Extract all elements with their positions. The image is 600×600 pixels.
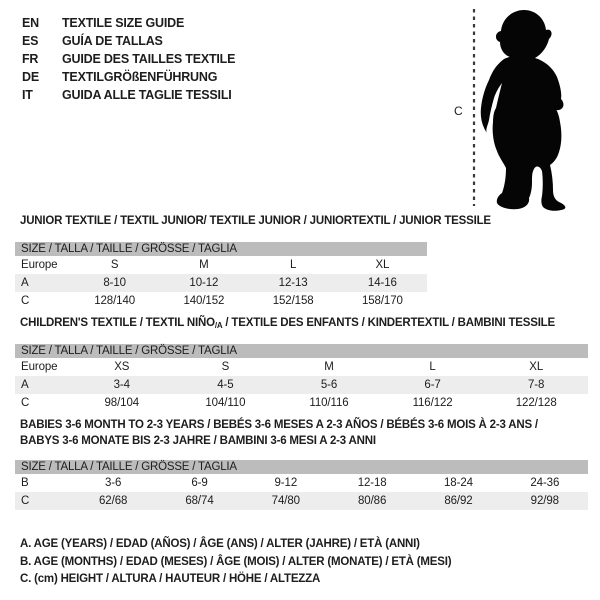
age-cell: 3-4 (70, 376, 174, 394)
babies-section-title-line1: BABIES 3-6 MONTH TO 2-3 YEARS / BEBÉS 3-6 MESES A 2-3 AÑOS / BÉBÉS 3-6 MOIS À 2-3 ANS / (20, 419, 538, 431)
size-cell: L (429, 361, 436, 373)
table-row (15, 274, 427, 292)
height-cell: 68/74 (156, 492, 242, 510)
size-cell: M (199, 259, 209, 271)
size-cell: L (289, 259, 297, 271)
row-label: C (21, 295, 30, 307)
age-cell: 18-24 (444, 477, 473, 489)
height-cell: 86/92 (415, 492, 501, 510)
row-label: Europe (21, 259, 58, 271)
list-item (22, 14, 235, 32)
footnote-age-years: A. AGE (YEARS) / EDAD (AÑOS) / ÂGE (ANS) / ALTER (JAHRE) / ETÀ (ANNI) (20, 538, 420, 550)
language-code: EN (22, 16, 39, 30)
age-cell: 24-36 (530, 477, 560, 489)
height-cell: 92/98 (502, 492, 588, 510)
height-cell: 80/86 (329, 492, 415, 510)
table-row (15, 492, 588, 510)
age-cell: 3-6 (105, 477, 122, 489)
babies-section-title-line2: BABYS 3-6 MONATE BIS 2-3 JAHRE / BAMBINI 3-6 MESI A 2-3 ANNI (20, 435, 376, 447)
children-title-suffix: / TEXTILE DES ENFANTS / KINDERTEXTIL / BAMBINI TESSILE (222, 317, 555, 329)
age-cell: 9-12 (274, 477, 298, 489)
height-cell: 104/110 (205, 397, 246, 409)
table-row (15, 256, 427, 274)
guide-title: GUIDE DES TAILLES TEXTILE (62, 52, 236, 66)
height-cell: 152/158 (272, 295, 314, 307)
row-label: B (21, 477, 29, 489)
age-cell: 10-12 (159, 274, 248, 292)
height-cell: 116/122 (412, 397, 453, 409)
size-cell: XL (529, 361, 544, 373)
age-cell: 5-6 (277, 376, 381, 394)
height-cell: 74/80 (243, 492, 329, 510)
row-label: A (15, 376, 70, 394)
size-cell: XL (375, 259, 390, 271)
size-cell: S (221, 361, 230, 373)
guide-title: TEXTILE SIZE GUIDE (62, 16, 185, 30)
footnote-height: C. (cm) HEIGHT / ALTURA / HAUTEUR / HÖHE / ALTEZZA (20, 573, 321, 585)
list-item (22, 32, 235, 50)
size-header-bar: SIZE / TALLA / TAILLE / GRÖSSE / TAGLIA (15, 460, 588, 474)
size-header-bar: SIZE / TALLA / TAILLE / GRÖSSE / TAGLIA (15, 344, 588, 358)
age-cell: 12-18 (357, 477, 387, 489)
table-row (15, 292, 427, 310)
guide-title: GUIDA ALLE TAGLIE TESSILI (62, 88, 232, 102)
height-cell: 140/152 (183, 295, 225, 307)
language-code: DE (22, 70, 39, 84)
age-cell: 6-7 (381, 376, 485, 394)
list-item (22, 50, 235, 68)
children-title-sub: /A (214, 321, 223, 330)
age-cell: 6-9 (191, 477, 208, 489)
height-cell: 122/128 (515, 397, 557, 409)
language-title-list (22, 14, 235, 104)
age-cell: 14-16 (338, 274, 427, 292)
size-cell: XS (114, 361, 130, 373)
row-label: A (15, 274, 70, 292)
row-label: C (21, 397, 30, 409)
age-cell: 12-13 (249, 274, 338, 292)
row-label: Europe (21, 361, 58, 373)
height-cell: 128/140 (94, 295, 136, 307)
children-section-title (20, 317, 555, 330)
language-code: ES (22, 34, 39, 48)
age-cell: 4-5 (174, 376, 278, 394)
junior-section-title: JUNIOR TEXTILE / TEXTIL JUNIOR/ TEXTILE JUNIOR / JUNIORTEXTIL / JUNIOR TESSILE (20, 215, 491, 227)
guide-title: GUÍA DE TALLAS (62, 34, 163, 48)
junior-size-table (15, 242, 427, 310)
baby-silhouette-shape (481, 10, 566, 211)
table-row (15, 474, 588, 492)
footnote-age-months: B. AGE (MONTHS) / EDAD (MESES) / ÂGE (MOIS) / ALTER (MONATE) / ETÀ (MESI) (20, 555, 452, 568)
legend-footnotes (20, 536, 451, 589)
height-cell: 98/104 (104, 397, 140, 409)
size-header-bar: SIZE / TALLA / TAILLE / GRÖSSE / TAGLIA (15, 242, 427, 256)
children-title-prefix: CHILDREN'S TEXTILE / TEXTIL NIÑO (20, 317, 215, 329)
baby-silhouette-icon (466, 4, 596, 212)
table-row (15, 358, 588, 376)
height-cell: 110/116 (309, 397, 349, 409)
table-row (15, 394, 588, 412)
babies-size-table (15, 460, 588, 510)
children-size-table (15, 344, 588, 412)
language-code: FR (22, 52, 39, 66)
age-cell: 8-10 (70, 274, 159, 292)
list-item (22, 86, 235, 104)
height-measure-label: C (454, 104, 463, 118)
table-row (15, 376, 588, 394)
language-code: IT (22, 88, 33, 102)
size-cell: S (110, 259, 119, 271)
guide-title: TEXTILGRÖßENFÜHRUNG (62, 70, 218, 84)
height-cell: 62/68 (70, 492, 156, 510)
size-cell: M (324, 361, 334, 373)
height-cell: 158/170 (361, 295, 403, 307)
row-label: C (15, 492, 70, 510)
age-cell: 7-8 (484, 376, 588, 394)
list-item (22, 68, 235, 86)
